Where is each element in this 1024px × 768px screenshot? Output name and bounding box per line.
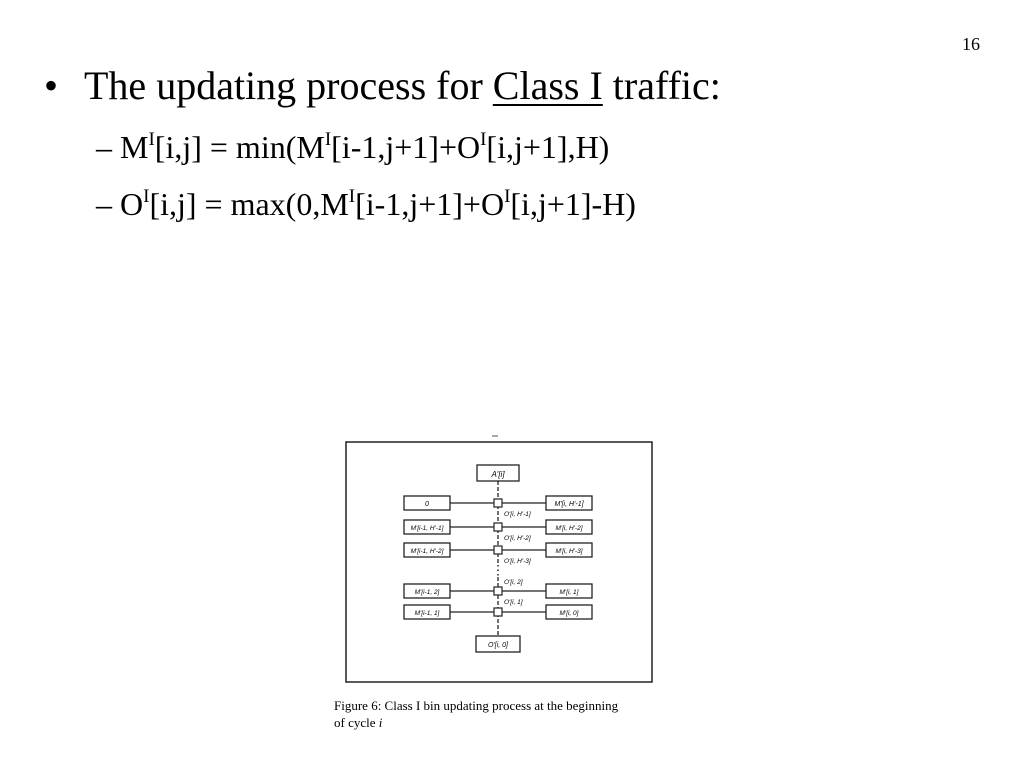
eq-superscript: I: [143, 186, 150, 207]
left-box-label: M'[i-1, 1]: [414, 610, 440, 617]
node-square: [494, 499, 502, 507]
left-box-label: M'[i-1, H'-1]: [410, 525, 444, 532]
bullet-suffix: traffic:: [602, 63, 721, 108]
equation-m: [96, 129, 609, 166]
bullet-dot: •: [44, 63, 59, 108]
equation-dash: –: [96, 186, 120, 222]
center-label: O'[i, 2]: [504, 579, 523, 586]
eq-part: [i-1,j+1]+O: [355, 186, 505, 222]
equation-dash: –: [96, 129, 120, 165]
eq-superscript: I: [324, 129, 332, 150]
bin-update-figure: [322, 432, 670, 738]
left-box-label: 0: [425, 501, 429, 508]
eq-superscript: I: [480, 129, 487, 150]
center-label: O'[i, H'-3]: [504, 558, 531, 565]
eq-part: O: [120, 186, 144, 222]
node-square: [494, 523, 502, 531]
right-box-label: M'[i, H'-1]: [554, 501, 584, 508]
left-box-label: M'[i-1, H'-2]: [410, 548, 444, 555]
right-box-label: M'[i, H'-3]: [555, 548, 583, 555]
right-box-label: M'[i, 1]: [559, 589, 579, 596]
bottom-box-label: O'[i, 0]: [487, 642, 509, 649]
center-label: O'[i, 1]: [504, 599, 523, 606]
right-box-label: M'[i, H'-2]: [555, 525, 583, 532]
top-box-label: A'[i]: [491, 470, 505, 479]
eq-part: [i-1,j+1]+O: [331, 129, 481, 165]
caption-line-2: [334, 714, 674, 731]
main-bullet: [44, 62, 721, 109]
node-square: [494, 587, 502, 595]
eq-part: M: [120, 129, 149, 165]
caption-line-1: Figure 6: Class I bin updating process at the beginning: [334, 698, 619, 713]
figure-diagram: [322, 432, 670, 692]
eq-part: [i,j+1]-H): [510, 186, 636, 222]
bullet-prefix: The updating process for: [84, 63, 493, 108]
eq-superscript: I: [348, 186, 356, 207]
class-i-link[interactable]: Class I: [492, 63, 603, 108]
eq-part: [i,j] = min(M: [154, 129, 325, 165]
right-box-label: M'[i, 0]: [559, 610, 579, 617]
caption-cycle-variable: i: [378, 715, 383, 730]
left-box-label: M'[i-1, 2]: [414, 589, 440, 596]
eq-part: [i,j+1],H): [486, 129, 610, 165]
center-label: O'[i, H'-2]: [504, 535, 531, 542]
node-square: [494, 546, 502, 554]
eq-superscript: I: [504, 186, 511, 207]
caption-line-2-text: of cycle: [334, 715, 379, 730]
center-label: O'[i, H'-1]: [504, 511, 531, 518]
node-square: [494, 608, 502, 616]
figure-caption: [334, 697, 674, 731]
slide-number: 16: [962, 34, 980, 54]
eq-part: [i,j] = max(0,M: [149, 186, 349, 222]
eq-superscript: I: [148, 129, 155, 150]
equation-o: [96, 186, 636, 223]
